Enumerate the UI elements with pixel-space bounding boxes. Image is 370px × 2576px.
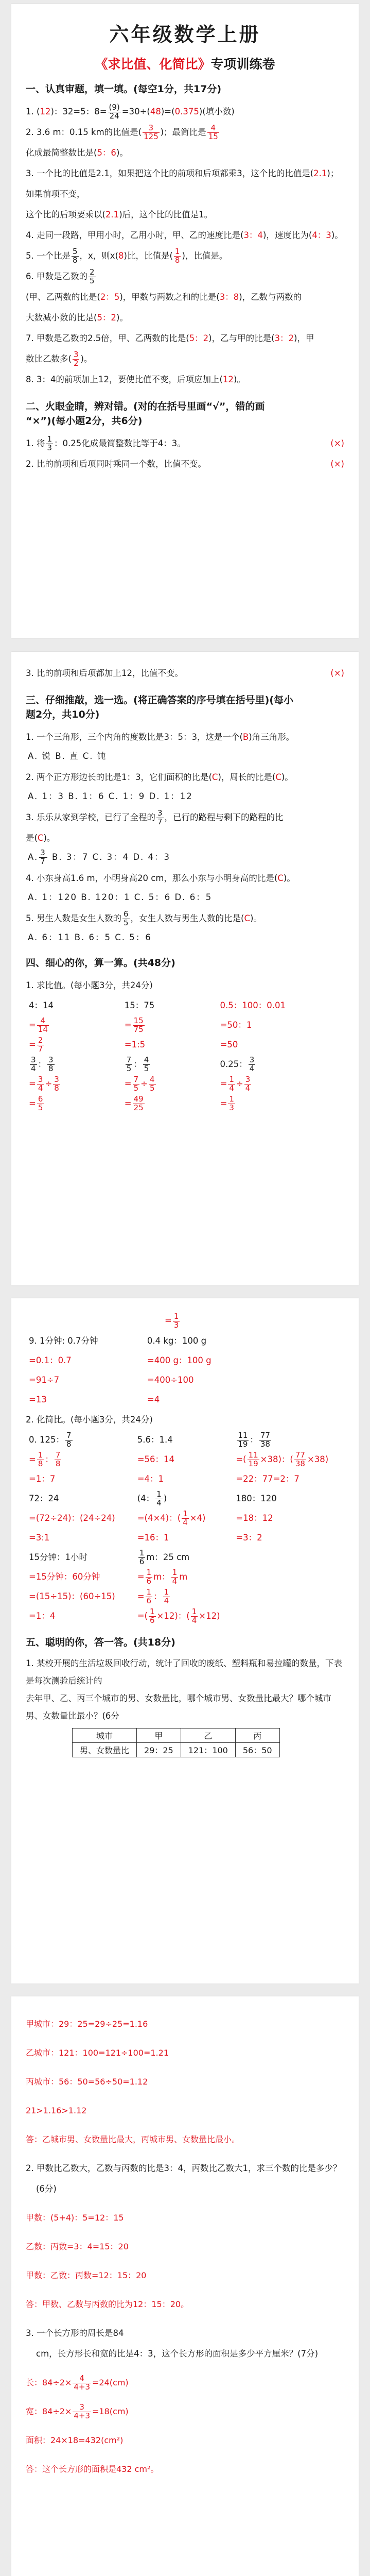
mc-question-4: 4. 小东身高1.6 m，小明身高20 cm，那么小东与小明身高的比是(C)。 xyxy=(26,873,295,883)
page-title: 六年级数学上册 xyxy=(109,23,261,46)
solution-answer: 答：乙城市男、女数量比最大，丙城市男、女数量比最小。 xyxy=(26,2134,240,2144)
solution-line: 面积：24×18=432(cm²) xyxy=(26,2435,124,2445)
word-problem-1: 1. 某校开展的生活垃圾回收行动，统计了回收的废纸、塑料瓶和易拉罐的数量，下表是每次测验后统计的 xyxy=(26,1658,342,1686)
calc-grid-3: 0. 125： $\frac{7}{8}$ 5.6：1.4 $\frac{11}{19}$ ： $\frac{77}{38}$ = $\frac{1}{8}$ ： $\frac{7}{8}$ =56：14 =( $\frac{11}{19}$ ×38)：( $\frac{77}{38}$ ×38) =1：7 =4：1 =22：77=2：7 72：24 (4： $\frac{1}{4}$ ) 180：120 =(72÷24)：(24÷24) =(4×4)：( $\frac{1}{4}$ ×4) =18：12 =3:1 =16：1 =3：2 15分钟：1小时 $\frac{1}{6}$ m：25 cm =15分钟：60分钟 = $\frac{1}{6}$ m： $\frac{1}{4}$ m =(15÷15)：(60÷15) = $\frac{1}{6}$ ： $\frac{1}{4}$ =1：4 =( $\frac{1}{6}$ ×12)：( $\frac{1}{4}$ ×12) xyxy=(29,1431,329,1625)
tf-question-3: 3. 比的前项和后项都加上12，比值不变。 (×) xyxy=(26,668,344,678)
solution-line: 21>1.16>1.12 xyxy=(26,2106,87,2115)
solution-line: 乙城市：121：100=121÷100=1.21 xyxy=(26,2048,169,2058)
worksheet-page-1 xyxy=(11,4,359,638)
solution-answer: 答：这个长方形的面积是432 cm²。 xyxy=(26,2464,159,2474)
mc-options-2: A. 1：3 B. 1：6 C. 1：9 D. 1：12 xyxy=(28,791,193,801)
solution-line: 丙城市：56：50=56÷50=1.12 xyxy=(26,2077,148,2087)
question-3-cont: 这个比的后项要乘以(2.1)后，这个比的比值是1。 xyxy=(26,210,213,219)
question-6-cont2: 大数减小数的比是(5：2)。 xyxy=(26,313,128,323)
question-6-cont: (甲、乙两数的比是(2：5)，甲数与两数之和的比是(3：8)，乙数与两数的 xyxy=(26,292,302,302)
section-heading: 五、聪明的你，答一答。(共18分) xyxy=(26,1637,175,1648)
word-problem-3: 3. 一个长方形的周长是84 xyxy=(26,2328,124,2338)
mc-options-3: A. $\frac{3}{7}$ B. 3：7 C. 3：4 D. 4：3 xyxy=(28,848,171,866)
word-problem-3-cont: cm，长方形长和宽的比是4：3，这个长方形的面积是多少平方厘米？(7分) xyxy=(36,2349,319,2359)
section-heading: 三、仔细推敲，选一选。(将正确答案的序号填在括号里)(每小 题2分，共10分) xyxy=(26,694,294,720)
question-7: 7. 甲数是乙数的2.5倍，甲、乙两数的比是(5：2)，乙与甲的比是(3：2)，甲 xyxy=(26,333,314,343)
word-problem-2: 2. 甲数比乙数大，乙数与丙数的比是3：4，丙数比乙数大1，求三个数的比是多少？ xyxy=(26,2163,342,2173)
carry-over-answer: = $\frac{1}{3}$ xyxy=(165,1312,179,1330)
calc-instruction-1: 1. 求比值。(每小题3分，共24分) xyxy=(26,980,153,990)
mc-question-3-cont: 是(C)。 xyxy=(26,833,56,843)
tf-question-2: 2. 比的前项和后项同时乘同一个数，比值不变。 (×) xyxy=(26,459,344,469)
question-8: 8. 3：4的前项加上12，要使比值不变，后项应加上(12)。 xyxy=(26,375,245,384)
question-2-cont: 化成最简整数比是(5：6)。 xyxy=(26,148,128,158)
solution-line: 甲数：(5+4)：5=12：15 xyxy=(26,2213,124,2223)
section-heading: 二、火眼金睛，辨对错。(对的在括号里画“√”，错的画 “×”)(每小题2分，共6分) xyxy=(26,401,265,427)
solution-line: 甲数：乙数：丙数=12：15：20 xyxy=(26,2270,147,2280)
mc-question-1: 1. 一个三角形，三个内角的度数比是3：5：3，这是一个(B)角三角形。 xyxy=(26,732,295,742)
section-heading: 一、认真审题，填一填。(每空1分，共17分) xyxy=(26,83,222,95)
calc-instruction-2: 2. 化简比。(每小题3分，共24分) xyxy=(26,1415,153,1425)
solution-line: 甲城市：29：25=29÷25=1.16 xyxy=(26,2019,148,2029)
question-1: 1. (12)：32=5：8= $\frac{(9)}{24}$ =30÷(48)=(0.375)(填小数) xyxy=(26,103,235,121)
question-4: 4. 走同一段路，甲用小时，乙用小时，甲、乙的速度比是(3：4)，速度比为(4：3)。 xyxy=(26,230,343,240)
solution-line: 宽：84÷2× $\frac{3}{4+3}$ =18(cm) xyxy=(26,2402,129,2420)
mc-question-5: 5. 男生人数是女生人数的 $\frac{6}{5}$ ，女生人数与男生人数的比是(C)。 xyxy=(26,909,262,927)
worksheet-page-3 xyxy=(11,1298,359,1984)
worksheet-page-4 xyxy=(11,1996,359,2576)
section-heading: 四、细心的你，算一算。(共48分) xyxy=(26,957,175,969)
question-3: 3. 一个比的比值是2.1，如果把这个比的前项和后项都乘3，这个比的比值是(2.1)；如果前项不变， xyxy=(26,168,339,199)
solution-line: 乙数：丙数=3：4=15：20 xyxy=(26,2242,129,2251)
word-problem-1-cont: 去年甲、乙、丙三个城市的男、女数量比，哪个城市男、女数量比最大？哪个城市男、女数量比最小？(6分 xyxy=(26,1693,331,1721)
page-subtitle: 《求比值、化简比》专项训练卷 xyxy=(95,57,275,72)
worksheet-page-2 xyxy=(11,652,359,1285)
solution-line: 长：84÷2× $\frac{4}{4+3}$ =24(cm) xyxy=(26,2374,129,2392)
mc-options-1: A. 锐 B. 直 C. 钝 xyxy=(28,751,107,761)
question-7-cont: 数比乙数多( $\frac{3}{2}$ )。 xyxy=(26,350,93,368)
solution-answer: 答：甲数、乙数与丙数的比为12：15：20。 xyxy=(26,2299,189,2309)
mc-options-4: A. 1：120 B. 120：1 C. 5：6 D. 6：5 xyxy=(28,892,213,902)
question-5: 5. 一个比是 $\frac{5}{8}$ ，x，则x(8)比，比值是( $\frac{1}{8}$ )，比值是。 xyxy=(26,247,228,265)
city-ratio-table: 城市 甲 乙 丙 男、女数量比 29：25 121：100 56：50 xyxy=(72,1728,280,1757)
word-problem-2-score: (6分) xyxy=(36,2184,57,2194)
question-2: 2. 3.6 m：0.15 km的比值是( $\frac{3}{125}$ )；最简比是 $\frac{4}{15}$ xyxy=(26,123,218,141)
mc-question-2: 2. 两个正方形边长的比是1：3，它们面积的比是(C)，周长的比是(C)。 xyxy=(26,772,293,782)
question-6: 6. 甲数是乙数的 $\frac{2}{5}$ xyxy=(26,267,95,285)
calc-grid-1: 4：14 15：75 0.5：100：0.01 = $\frac{4}{14}$ = $\frac{15}{75}$ =50：1 = $\frac{2}{7}$ =1:5 =50 $\frac{3}{4}$ ： $\frac{3}{8}$ $\frac{7}{5}$ ： $\frac{4}{5}$ 0.25： $\frac{3}{4}$ = $\frac{3}{4}$ ÷ $\frac{3}{8}$ = $\frac{7}{5}$ ÷ $\frac{4}{5}$ = $\frac{1}{4}$ ÷ $\frac{3}{4}$ = $\frac{6}{5}$ = $\frac{49}{25}$ = $\frac{1}{3}$ xyxy=(29,1001,286,1112)
tf-question-1: 1. 将 $\frac{1}{3}$ ：0.25化成最简整数比等于4：3。 (×) xyxy=(26,434,344,452)
calc-grid-2: 9. 1分钟: 0.7分钟 0.4 kg：100 g =0.1：0.7 =400 g：100 g =91÷7 =400÷100 =13 =4 xyxy=(29,1336,212,1404)
mc-question-3: 3. 乐乐从家到学校，已行了全程的 $\frac{3}{7}$ ，已行的路程与剩下的路程的比 xyxy=(26,808,284,826)
mc-options-5: A. 6：11 B. 6：5 C. 5：6 xyxy=(28,933,152,942)
